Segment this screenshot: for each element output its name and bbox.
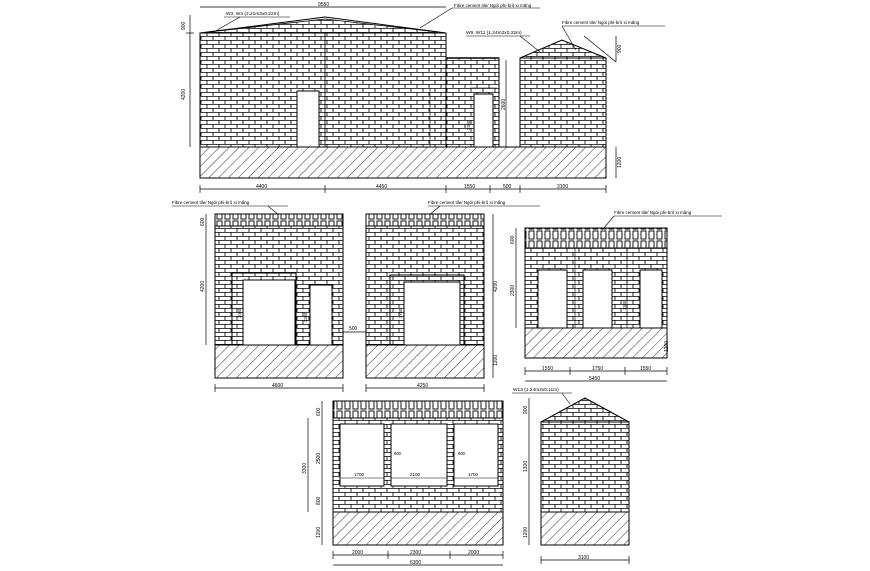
dim-bottom-5: 3100 [557,184,569,190]
foundation-band [200,147,606,178]
window-mr-2 [583,270,612,328]
dim-bottom-4: 500 [503,184,512,190]
brick-wall-right [520,58,606,147]
label-window-left: W3, W4 (2.21m2x0.22m) [226,12,280,17]
dim-bottom-mc: 4250 [417,383,429,389]
tile-band-mr [525,228,667,248]
label-roof-right: Fibre cement tile/ Ngói phi-brô xi măng [562,20,640,25]
dim-right-base: 1200 [617,156,623,168]
window-width-bl-3: 1700 [468,472,479,477]
dim-bottom-mr-3: 1550 [640,366,652,372]
dim-bottom-ml: 4600 [272,383,284,389]
window-mr-1 [538,270,567,328]
dim-door-mc: 2700 [398,308,403,318]
door-ml [243,280,295,345]
tile-band-bl [333,401,503,418]
dim-wall-mc: 4200 [493,280,499,292]
elevation-bottom-right [512,387,629,564]
elevation-bottom-left [302,401,503,566]
dim-wall-mr: 2300 [510,284,516,296]
elevation-mid-left [172,200,366,392]
dim-bottom-2: 4450 [376,184,388,190]
dim-mid-br: 1300 [523,460,529,472]
dim-left-roof: 900 [181,21,187,30]
dim-sill-bl: 800 [316,496,322,505]
window-width-bl-2: 2100 [410,472,421,477]
tile-band-ml [215,214,343,226]
door-mc [404,282,460,345]
dim-roof-br: 900 [523,405,529,414]
label-window-br: W13 (1.24m2x0.11m) [513,388,559,393]
foundation-bl [333,512,503,545]
dim-wall-b-bl: 3300 [302,462,308,474]
dim-door: 2200 [466,120,471,130]
roof-gable-right [520,40,606,58]
dim-door-small-ml: 2200 [303,312,308,322]
label-roof-ml: Fibre cement tile/ Ngói phi-brô xi măng [172,200,250,205]
dim-right-mid: 2600 [501,98,507,110]
label-roof-mr: Fibre cement tile/ Ngói phi-brô xi măng [614,210,692,215]
roof-gable-br [541,398,629,422]
foundation-ml [215,345,343,378]
elevation-top [181,2,665,193]
dim-door-ml: 3000 [237,308,242,318]
label-roof-mc: Fibre cement tile/ Ngói phi-brô xi măng [428,200,506,205]
dim-gap: 500 [349,326,358,332]
label-roof: Fibre cement tile/ Ngói phi-brô xi măng [454,3,532,8]
label-window-right: W9, W11 (1.24m2x0.22m) [466,31,522,36]
dim-base-mr: 1200 [664,340,670,352]
dim-bottom-mr-2: 1750 [592,366,604,372]
dim-base-br: 1200 [523,526,529,538]
dim-base-bl: 1200 [316,526,322,538]
dim-roof-bl: 600 [316,407,322,416]
dim-bottom-bl-3: 2000 [468,550,480,556]
dim-roof-mr: 600 [510,235,516,244]
dim-bottom-bl-2: 2300 [410,550,422,556]
elevation-mid-right [510,210,722,382]
dim-total-mr: 5450 [589,376,601,382]
dim-bottom-3: 1550 [464,184,476,190]
door-left [297,91,319,147]
window-height-bl-2: 900 [458,451,465,456]
dim-window-mr: 1300 [622,300,627,310]
dim-total-bl: 6300 [410,560,422,566]
dim-right-roof: 900 [617,44,623,53]
dim-bottom-mr-1: 1550 [542,366,554,372]
dim-total: 9550 [318,2,330,8]
dim-wall-a-bl: 2500 [316,452,322,464]
window-width-bl-1: 1700 [354,472,365,477]
dim-wall-ml: 4200 [200,280,206,292]
dim-bottom-br: 3100 [578,555,590,561]
foundation-mr [525,328,667,358]
foundation-mc [366,345,484,378]
brick-wall-main [200,33,446,147]
dim-left-wall: 4200 [181,88,187,100]
dim-bottom-bl-1: 2000 [352,550,364,556]
door-annex [474,94,493,147]
tile-band-mc [366,214,484,226]
brick-wall-br [541,422,629,512]
dim-roof-ml: 600 [200,217,206,226]
dim-bottom-1: 4400 [256,184,268,190]
foundation-br [541,512,629,545]
dim-base-mc: 1200 [493,354,499,366]
window-height-bl-1: 900 [394,451,401,456]
door-small-ml [310,285,332,345]
window-mr-3 [640,270,662,328]
